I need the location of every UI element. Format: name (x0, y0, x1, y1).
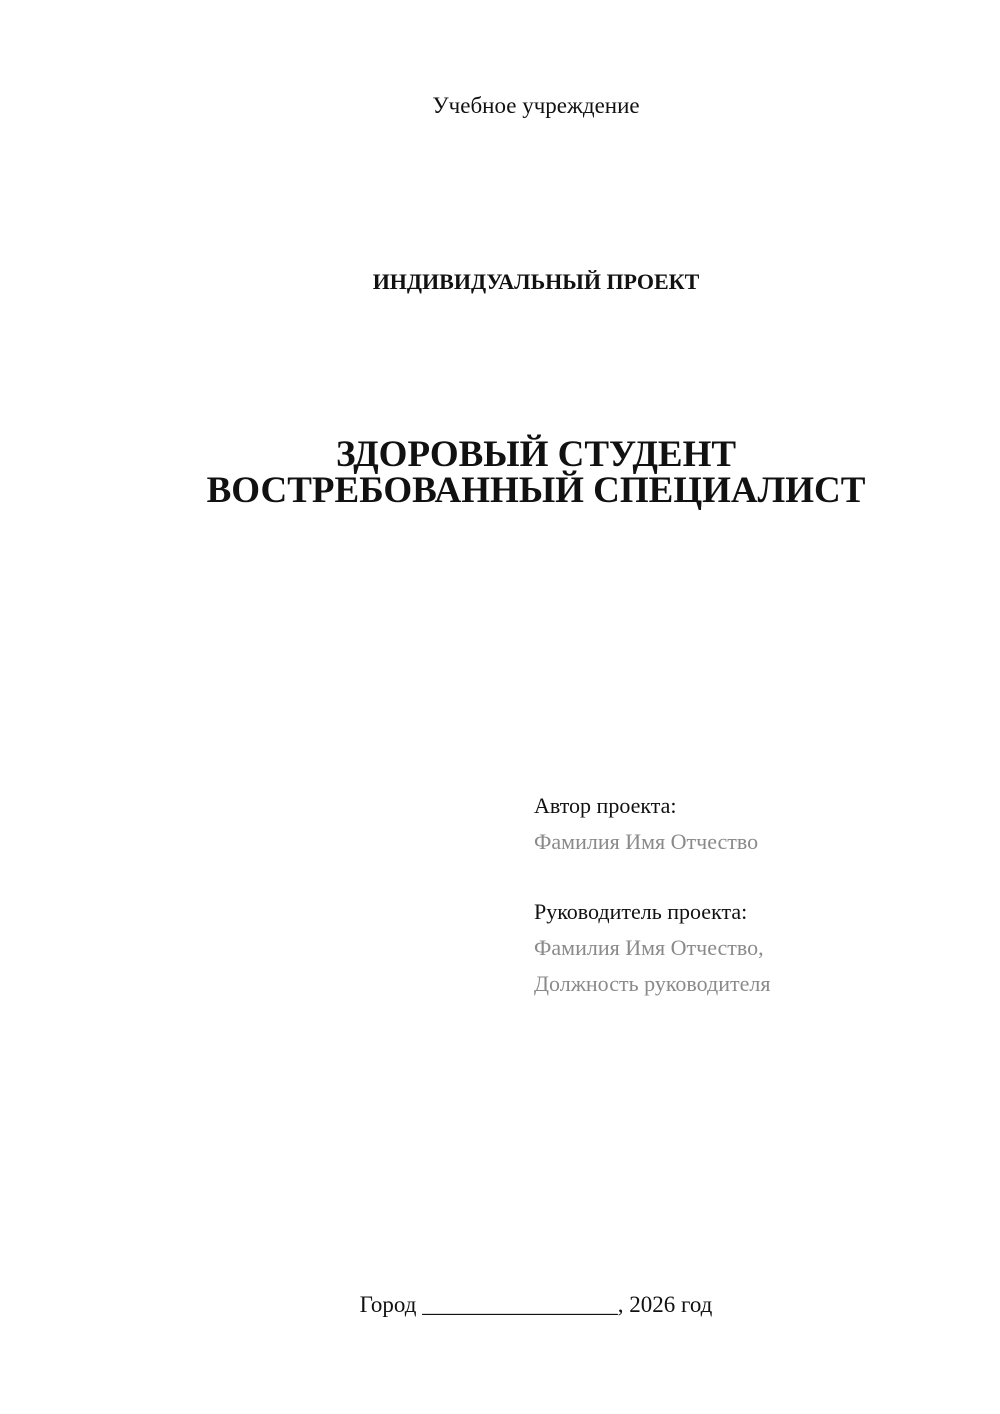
project-title-line-2: ВОСТРЕБОВАННЫЙ СПЕЦИАЛИСТ (206, 470, 866, 511)
author-label: Автор проекта: (534, 793, 677, 818)
project-title (0, 434, 1000, 511)
city-year-line: Город _________________, 2026 год (359, 1292, 713, 1317)
project-title-line-1: ЗДОРОВЫЙ СТУДЕНТ (335, 434, 737, 475)
info-spacer (534, 860, 974, 894)
document-type-heading: ИНДИВИДУАЛЬНЫЙ ПРОЕКТ (372, 269, 700, 294)
institution-name: Учебное учреждение (432, 93, 640, 118)
supervisor-name: Фамилия Имя Отчество, (534, 935, 764, 960)
supervisor-position: Должность руководителя (534, 971, 771, 996)
project-info-block (534, 788, 974, 1002)
author-name: Фамилия Имя Отчество (534, 829, 759, 854)
supervisor-label: Руководитель проекта: (534, 899, 748, 924)
